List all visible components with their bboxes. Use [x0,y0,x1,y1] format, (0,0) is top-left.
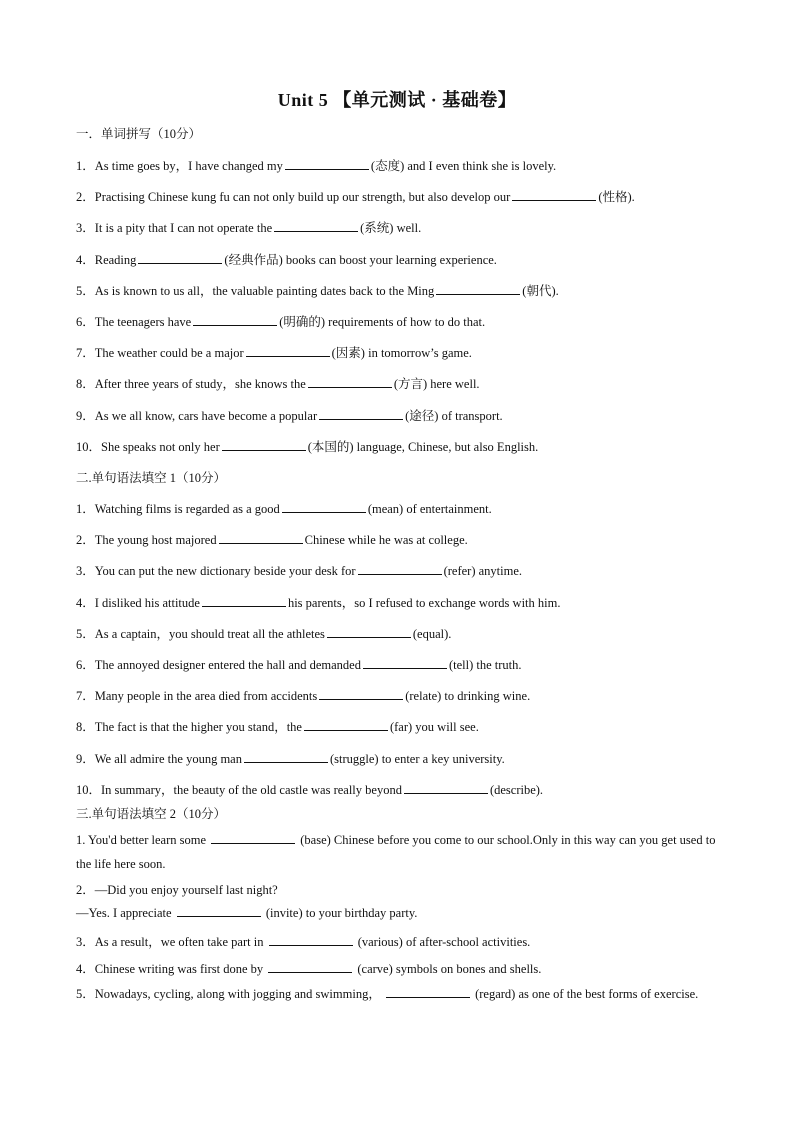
section2-item-4 [76,593,560,611]
item-text: (relate) to drinking wine. [405,689,531,704]
section2-item-9 [76,749,505,767]
item-text: (refer) anytime. [443,564,523,579]
section1-item-5 [76,281,559,299]
item-text: (系统) well. [360,221,422,236]
s3-item-2-answer [76,906,417,921]
item-text: (朝代). [522,283,559,298]
answer-blank[interactable] [358,564,442,575]
item-text: (describe). [489,782,544,797]
section1-item-3 [76,218,421,236]
answer-blank[interactable] [177,906,261,917]
section2-item-3 [76,561,522,579]
section1-item-4 [76,250,497,268]
item-text: 9．As we all know, cars have become a popular [76,408,318,423]
answer-blank[interactable] [268,962,352,973]
item-text: 8．After three years of study，she knows the [76,377,306,392]
answer-blank[interactable] [308,377,392,388]
answer-blank[interactable] [285,159,369,170]
answer-blank[interactable] [436,284,520,295]
item-text: his parents，so I refused to exchange words with him. [287,595,561,610]
item-text: (tell) the truth. [448,658,522,672]
section2-item-5 [76,624,451,642]
item-text: 2．Practising Chinese kung fu can not only build up our strength, but also develop our [76,190,511,205]
answer-blank[interactable] [404,783,488,794]
item-text: 4．Chinese writing was first done by [76,962,264,976]
answer-blank[interactable] [244,752,328,763]
s3-item-4 [76,959,541,977]
item-text: (经典作品) books can boost your learning experience. [224,252,497,267]
item-text: 3．It is a pity that I can not operate the [76,221,273,236]
item-text: 1．As time goes by，I have changed my [76,159,283,173]
answer-blank[interactable] [193,315,277,326]
section2-item-7 [76,686,530,704]
s3-item-3 [76,932,530,950]
item-text: 2．The young host majored [76,533,217,548]
item-text: 4．I disliked his attitude [76,595,200,610]
item-text: —Yes. I appreciate [76,906,172,920]
item-text: (equal). [412,626,452,641]
item-text: 5．As is known to us all，the valuable painting dates back to the Ming [76,283,435,298]
item-text: 3．As a result，we often take part in [76,935,264,949]
item-text: (态度) and I even think she is lovely. [370,159,557,173]
item-text: 6．The teenagers have [76,315,192,329]
section1-item-8 [76,374,480,392]
answer-blank[interactable] [269,935,353,946]
item-text: (regard) as one of the best forms of exercise. [475,987,699,1001]
item-text: 10．She speaks not only her [76,439,220,454]
answer-blank[interactable] [327,627,411,638]
answer-blank[interactable] [319,689,403,700]
answer-blank[interactable] [211,833,295,844]
section1-header: 一．单词拼写（10分） [76,127,202,141]
s3-item-1 [76,828,726,876]
item-text: (various) of after-school activities. [357,935,531,949]
answer-blank[interactable] [386,987,470,998]
section1-item-1 [76,156,556,174]
item-text: 7．Many people in the area died from accidents [76,689,318,704]
item-text: 10．In summary，the beauty of the old castle was really beyond [76,782,402,797]
item-text: 6．The annoyed designer entered the hall and demanded [76,658,361,672]
section2-header: 二.单句语法填空 1（10分） [76,471,227,485]
item-text: 7．The weather could be a major [76,346,244,361]
answer-blank[interactable] [219,533,303,544]
answer-blank[interactable] [274,221,358,232]
item-text: (invite) to your birthday party. [265,906,418,920]
section2-item-1 [76,499,492,517]
item-text: 1. You'd better learn some [76,833,207,847]
item-text: (far) you will see. [389,720,479,735]
item-text: (base) Chinese before you come to our school.Only in this way can you get used to the life here soon. [76,833,716,871]
item-text: 1．Watching films is regarded as a good [76,502,280,516]
item-text: 4．Reading [76,252,137,267]
answer-blank[interactable] [282,502,366,513]
section2-item-8 [76,717,479,735]
section1-item-6 [76,312,485,330]
section1-item-2 [76,187,635,205]
item-text: (struggle) to enter a key university. [329,751,505,766]
item-text: (途径) of transport. [405,408,503,423]
answer-blank[interactable] [319,409,403,420]
item-text: 5．Nowadays, cycling, along with jogging and swimming， [76,987,381,1001]
section2-item-6 [76,655,522,673]
section1-item-7 [76,343,472,361]
item-text: 8．The fact is that the higher you stand，the [76,720,302,735]
item-text: 9．We all admire the young man [76,751,242,766]
section2-item-10 [76,780,543,798]
item-text: 3．You can put the new dictionary beside your desk for [76,564,356,579]
answer-blank[interactable] [363,658,447,669]
item-text: (本国的) language, Chinese, but also English. [307,439,539,454]
item-text: (mean) of entertainment. [367,502,492,516]
answer-blank[interactable] [202,596,286,607]
section1-item-10 [76,437,538,455]
answer-blank[interactable] [304,720,388,731]
item-text: Chinese while he was at college. [304,533,468,548]
s3-item-5 [76,982,726,1006]
section2-item-2 [76,530,468,548]
item-text: (因素) in tomorrow’s game. [331,346,472,361]
section3-header: 三.单句语法填空 2（10分） [76,807,227,821]
page-title: Unit 5 【单元测试 · 基础卷】 [277,90,517,110]
answer-blank[interactable] [512,190,596,201]
answer-blank[interactable] [246,346,330,357]
answer-blank[interactable] [138,253,222,264]
item-text: (方言) here well. [393,377,480,392]
item-text: (carve) symbols on bones and shells. [357,962,542,976]
answer-blank[interactable] [222,440,306,451]
section1-item-9 [76,406,503,424]
item-text: (性格). [598,190,635,205]
item-text: 5．As a captain，you should treat all the athletes [76,626,325,641]
item-text: (明确的) requirements of how to do that. [279,315,486,329]
s3-item-2-question: 2．—Did you enjoy yourself last night? [76,883,278,897]
